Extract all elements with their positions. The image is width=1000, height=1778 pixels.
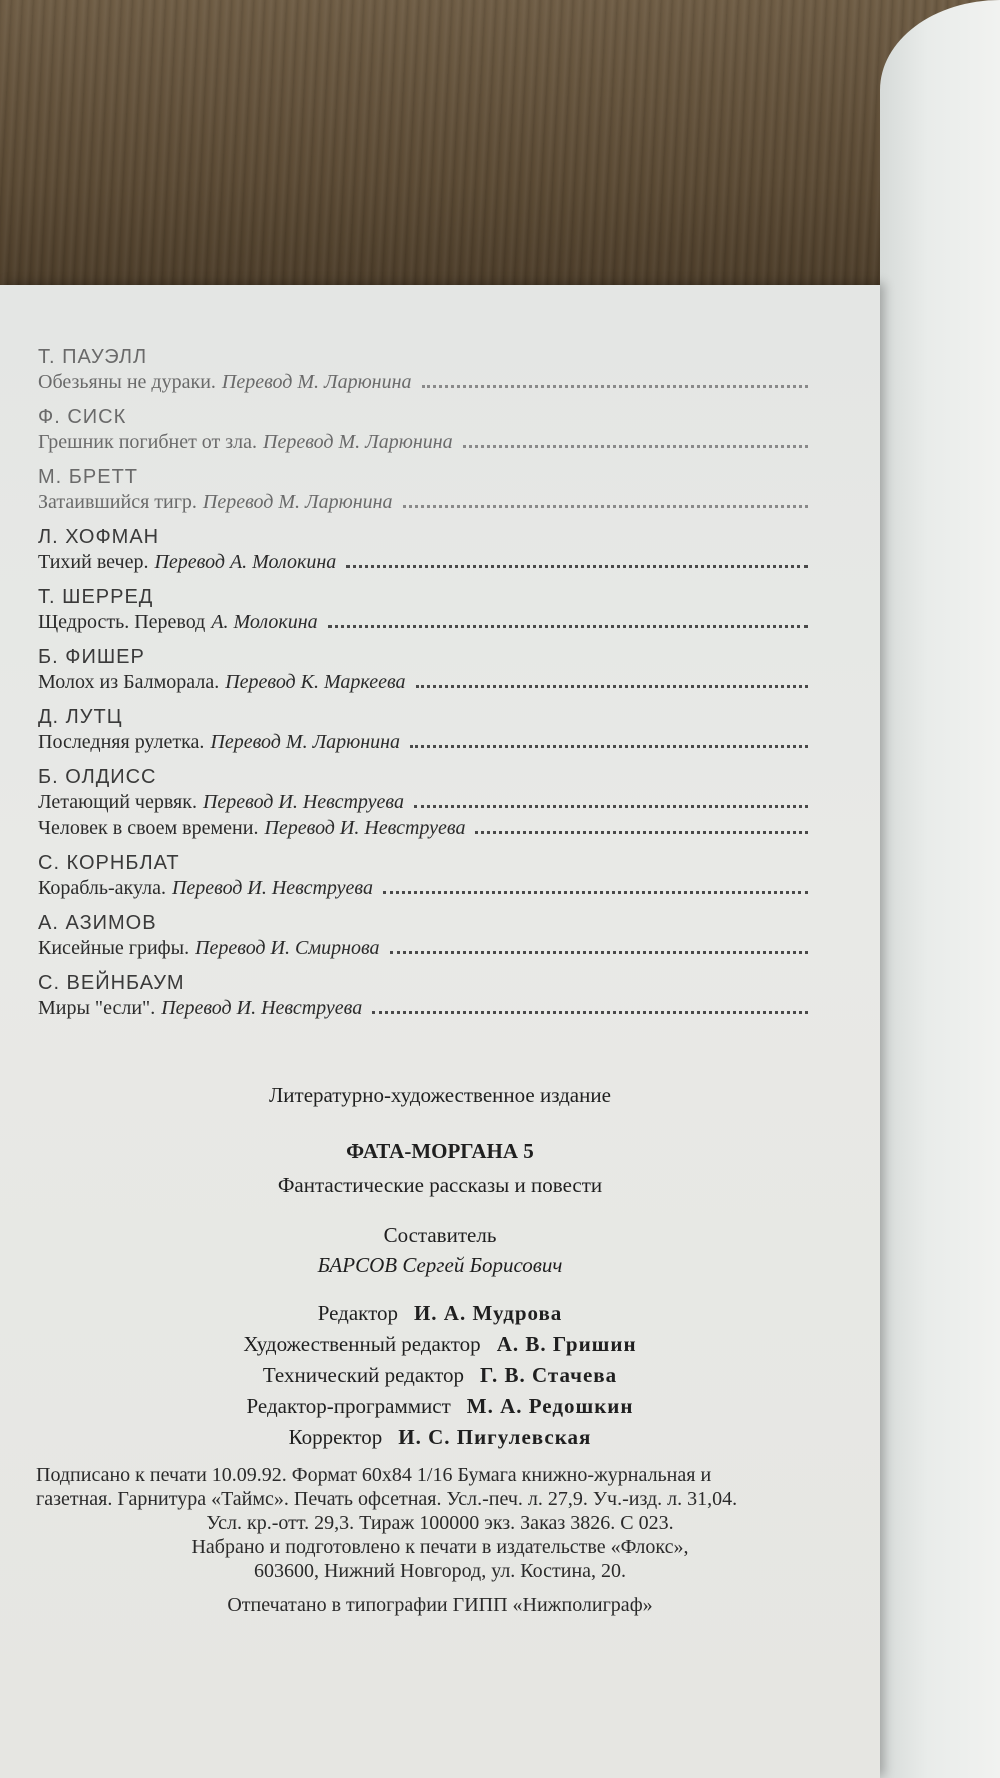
credit-role: Технический редактор [262, 1363, 464, 1387]
printer-line: 603600, Нижний Новгород, ул. Костина, 20. [253, 1560, 627, 1582]
compiler-label: Составитель [383, 1223, 497, 1247]
toc-author: С. КОРНБЛАТ [38, 852, 180, 874]
toc-entry [38, 645, 808, 695]
toc-author: С. ВЕЙНБАУМ [38, 972, 185, 994]
story-translator: Перевод И. Невструева [264, 817, 466, 839]
imprint-line: Подписано к печати 10.09.92. Формат 60х84 1/16 Бумага книжно-журнальная и [36, 1464, 712, 1486]
dot-leader [422, 385, 808, 388]
story-title: Летающий червяк. [38, 791, 197, 813]
toc-story [38, 369, 808, 395]
toc-story [38, 669, 808, 695]
toc-entry [38, 765, 808, 841]
imprint-block [0, 1463, 880, 1535]
toc-entry [38, 525, 808, 575]
toc-story [38, 729, 808, 755]
toc-entry [38, 405, 808, 455]
book-page [0, 285, 880, 1778]
story-title: Миры "если". [38, 997, 156, 1019]
credit-name: Г. В. Стачева [479, 1363, 618, 1387]
toc-author: М. БРЕТТ [38, 466, 139, 488]
toc-author: Т. ПАУЭЛЛ [38, 346, 148, 368]
story-translator: Перевод И. Невструева [202, 791, 404, 813]
imprint-line: Усл. кр.-отт. 29,3. Тираж 100000 экз. Заказ 3826. С 023. [206, 1512, 674, 1534]
dot-leader [403, 505, 808, 508]
dot-leader [463, 445, 808, 448]
book-subtitle: Фантастические рассказы и повести [277, 1173, 603, 1197]
toc-author: Л. ХОФМАН [38, 526, 160, 548]
story-title: Затаившийся тигр. [38, 491, 197, 513]
story-translator: А. Молокина [211, 611, 318, 633]
credit-name: М. А. Редошкин [466, 1394, 634, 1418]
toc-author: А. АЗИМОВ [38, 912, 157, 934]
credit-row [0, 1422, 880, 1453]
toc-entry [38, 971, 808, 1021]
credit-role: Редактор [317, 1301, 398, 1325]
dot-leader [372, 1011, 808, 1014]
next-page-edge [880, 0, 1000, 1778]
toc-entry [38, 851, 808, 901]
dot-leader [414, 805, 808, 808]
credit-row [0, 1360, 880, 1391]
credit-row [0, 1329, 880, 1360]
story-title: Кисейные грифы. [38, 937, 190, 959]
dot-leader [475, 831, 808, 834]
toc-author: Т. ШЕРРЕД [38, 586, 154, 608]
toc-story [38, 429, 808, 455]
story-translator: Перевод М. Ларюнина [221, 371, 412, 393]
printed-at: Отпечатано в типографии ГИПП «Нижполиграф» [227, 1594, 653, 1616]
toc-story [38, 935, 808, 961]
toc-author: Д. ЛУТЦ [38, 706, 123, 728]
story-translator: Перевод И. Невструева [171, 877, 373, 899]
dot-leader [410, 745, 808, 748]
toc-author: Ф. СИСК [38, 406, 127, 428]
credit-name: И. А. Мудрова [413, 1301, 563, 1325]
credit-role: Корректор [288, 1425, 383, 1449]
credit-row [0, 1391, 880, 1422]
story-translator: Перевод А. Молокина [154, 551, 337, 573]
toc-entry [38, 911, 808, 961]
compiler-name: БАРСОВ Сергей Борисович [317, 1253, 563, 1277]
edition-type: Литературно-художественное издание [269, 1083, 611, 1107]
dot-leader [328, 625, 808, 628]
dot-leader [383, 891, 808, 894]
story-title: Обезьяны не дураки. [38, 371, 216, 393]
wooden-table-background [0, 0, 1000, 300]
book-title: ФАТА-МОРГАНА 5 [346, 1139, 534, 1163]
toc-entry [38, 465, 808, 515]
story-title: Грешник погибнет от зла. [38, 431, 258, 453]
dot-leader [416, 685, 809, 688]
story-translator: Перевод И. Невструева [161, 997, 363, 1019]
table-of-contents [38, 345, 808, 1031]
credit-role: Редактор-программист [246, 1394, 451, 1418]
story-translator: Перевод М. Ларюнина [210, 731, 401, 753]
printer-line: Набрано и подготовлено к печати в издательстве «Флокс», [191, 1536, 689, 1558]
credit-row [0, 1298, 880, 1329]
toc-entry [38, 345, 808, 395]
toc-story [38, 995, 808, 1021]
dot-leader [346, 565, 808, 568]
story-title: Корабль-акула. [38, 877, 166, 899]
toc-story [38, 609, 808, 635]
story-title: Щедрость. Перевод [38, 611, 206, 633]
toc-entry [38, 705, 808, 755]
story-translator: Перевод И. Смирнова [195, 937, 380, 959]
toc-story [38, 815, 808, 841]
credit-name: А. В. Гришин [496, 1332, 637, 1356]
story-translator: Перевод М. Ларюнина [202, 491, 393, 513]
story-title: Тихий вечер. [38, 551, 149, 573]
story-translator: Перевод М. Ларюнина [263, 431, 453, 453]
toc-story [38, 549, 808, 575]
story-title: Человек в своем времени. [38, 817, 259, 839]
toc-author: Б. ФИШЕР [38, 646, 145, 668]
credit-role: Художественный редактор [243, 1332, 481, 1356]
story-title: Последняя рулетка. [38, 731, 205, 753]
dot-leader [390, 951, 808, 954]
credit-name: И. С. Пигулевская [398, 1425, 592, 1449]
toc-story [38, 789, 808, 815]
credits-list [0, 1298, 880, 1453]
toc-entry [38, 585, 808, 635]
toc-story [38, 489, 808, 515]
printer-block [0, 1535, 880, 1583]
toc-story [38, 875, 808, 901]
toc-author: Б. ОЛДИСС [38, 766, 157, 788]
colophon [0, 1080, 880, 1617]
story-translator: Перевод К. Маркеева [225, 671, 406, 693]
imprint-line: газетная. Гарнитура «Таймс». Печать офсетная. Усл.-печ. л. 27,9. Уч.-изд. л. 31,04. [36, 1488, 738, 1510]
story-title: Молох из Балморала. [38, 671, 220, 693]
